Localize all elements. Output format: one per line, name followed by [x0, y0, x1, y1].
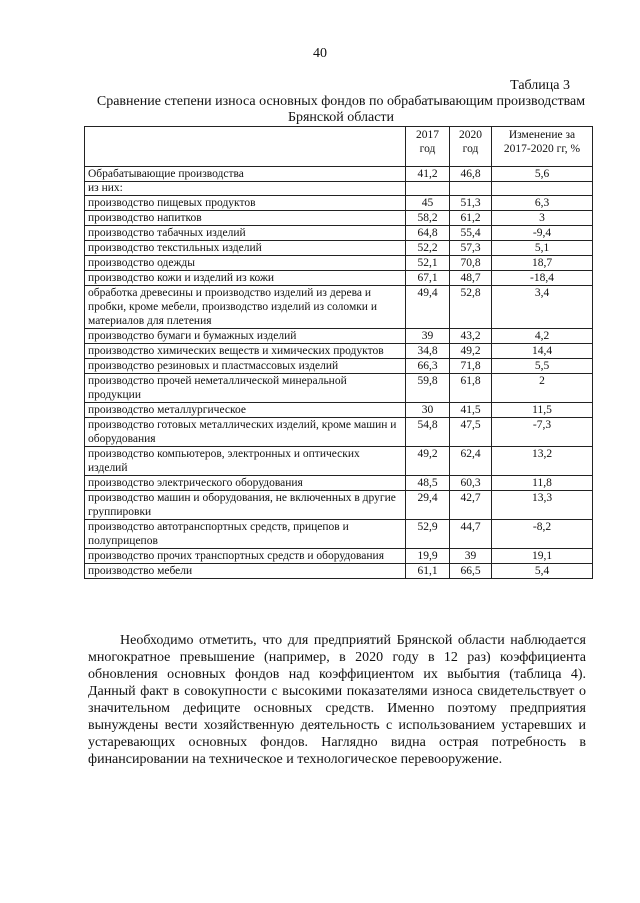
cell-change: 18,7	[492, 256, 593, 271]
cell-industry: производство текстильных изделий	[85, 241, 406, 256]
header-2020: 2020 год	[450, 127, 492, 167]
cell-change	[492, 182, 593, 196]
cell-2017: 45	[406, 196, 450, 211]
cell-2020: 49,2	[450, 344, 492, 359]
cell-industry: производство металлургическое	[85, 403, 406, 418]
cell-2020: 46,8	[450, 167, 492, 182]
cell-industry: производство мебели	[85, 564, 406, 579]
body-paragraph: Необходимо отметить, что для предприятий Брянской области наблюдается многократное превышение (например, в 2020 году в 12 раз) коэффициента обновления основных фондов над коэффициентом их выбытия (таблица 4). Данный факт в совокупности с высокими показателями износа свидетельствует о значительном дефиците основных средств. Именно поэтому предприятия вынуждены вести хозяйственную деятельность с использованием устаревших и устаревающих основных фондов. Наглядно видна острая потребность в финансировании на техническое и технологическое перевооружение.	[88, 633, 586, 767]
table-title: Сравнение степени износа основных фондов по обрабатывающим производствам Брянской области	[96, 94, 586, 125]
cell-change: 5,6	[492, 167, 593, 182]
cell-2020: 62,4	[450, 447, 492, 476]
cell-2020	[450, 182, 492, 196]
table-row	[85, 182, 593, 196]
cell-2020: 39	[450, 549, 492, 564]
cell-2017: 52,2	[406, 241, 450, 256]
cell-2017	[406, 182, 450, 196]
cell-change: 13,2	[492, 447, 593, 476]
table-row	[85, 226, 593, 241]
cell-change: 5,5	[492, 359, 593, 374]
cell-2017: 41,2	[406, 167, 450, 182]
cell-change: -18,4	[492, 271, 593, 286]
table-row	[85, 418, 593, 447]
cell-change: 3,4	[492, 286, 593, 329]
table-row	[85, 549, 593, 564]
cell-2017: 54,8	[406, 418, 450, 447]
cell-2017: 59,8	[406, 374, 450, 403]
cell-2017: 49,2	[406, 447, 450, 476]
table-row	[85, 196, 593, 211]
cell-2017: 52,1	[406, 256, 450, 271]
cell-2017: 29,4	[406, 491, 450, 520]
cell-2020: 57,3	[450, 241, 492, 256]
cell-industry: производство резиновых и пластмассовых изделий	[85, 359, 406, 374]
cell-2020: 44,7	[450, 520, 492, 549]
table-row	[85, 491, 593, 520]
cell-2020: 55,4	[450, 226, 492, 241]
table-row	[85, 167, 593, 182]
cell-industry: производство машин и оборудования, не включенных в другие группировки	[85, 491, 406, 520]
cell-change: 5,4	[492, 564, 593, 579]
cell-industry: производство прочих транспортных средств и оборудования	[85, 549, 406, 564]
cell-2020: 61,8	[450, 374, 492, 403]
table-row	[85, 403, 593, 418]
cell-2017: 64,8	[406, 226, 450, 241]
cell-change: 5,1	[492, 241, 593, 256]
cell-change: 4,2	[492, 329, 593, 344]
cell-industry: производство бумаги и бумажных изделий	[85, 329, 406, 344]
header-change: Изменение за 2017-2020 гг, %	[492, 127, 593, 167]
table-header-row	[85, 127, 593, 167]
table-row	[85, 329, 593, 344]
cell-2017: 52,9	[406, 520, 450, 549]
cell-2017: 34,8	[406, 344, 450, 359]
cell-industry: производство прочей неметаллической минеральной продукции	[85, 374, 406, 403]
cell-change: 11,5	[492, 403, 593, 418]
cell-industry: производство напитков	[85, 211, 406, 226]
cell-2017: 19,9	[406, 549, 450, 564]
cell-change: -8,2	[492, 520, 593, 549]
cell-2020: 70,8	[450, 256, 492, 271]
table-row	[85, 241, 593, 256]
cell-2020: 60,3	[450, 476, 492, 491]
cell-industry: производство пищевых продуктов	[85, 196, 406, 211]
table-row	[85, 211, 593, 226]
cell-industry: из них:	[85, 182, 406, 196]
cell-2020: 71,8	[450, 359, 492, 374]
table-row	[85, 374, 593, 403]
cell-change: 19,1	[492, 549, 593, 564]
table-row	[85, 564, 593, 579]
cell-change: 6,3	[492, 196, 593, 211]
cell-2017: 48,5	[406, 476, 450, 491]
page-number: 40	[313, 46, 327, 61]
cell-2017: 49,4	[406, 286, 450, 329]
cell-industry: производство автотранспортных средств, прицепов и полуприцепов	[85, 520, 406, 549]
table-row	[85, 447, 593, 476]
cell-change: -9,4	[492, 226, 593, 241]
cell-change: 3	[492, 211, 593, 226]
table-row	[85, 476, 593, 491]
cell-2020: 61,2	[450, 211, 492, 226]
table-row	[85, 520, 593, 549]
cell-industry: производство готовых металлических изделий, кроме машин и оборудования	[85, 418, 406, 447]
cell-industry: производство кожи и изделий из кожи	[85, 271, 406, 286]
table-row	[85, 344, 593, 359]
cell-2017: 39	[406, 329, 450, 344]
table-row	[85, 271, 593, 286]
cell-2020: 51,3	[450, 196, 492, 211]
cell-2020: 66,5	[450, 564, 492, 579]
cell-industry: производство электрического оборудования	[85, 476, 406, 491]
cell-2017: 58,2	[406, 211, 450, 226]
cell-2017: 66,3	[406, 359, 450, 374]
header-2017: 2017 год	[406, 127, 450, 167]
cell-industry: производство компьютеров, электронных и оптических изделий	[85, 447, 406, 476]
cell-industry: производство одежды	[85, 256, 406, 271]
cell-industry: производство табачных изделий	[85, 226, 406, 241]
cell-2020: 43,2	[450, 329, 492, 344]
table-label: Таблица 3	[510, 78, 570, 93]
cell-2020: 41,5	[450, 403, 492, 418]
cell-change: 14,4	[492, 344, 593, 359]
table-body	[85, 167, 593, 579]
cell-industry: производство химических веществ и химических продуктов	[85, 344, 406, 359]
cell-2017: 67,1	[406, 271, 450, 286]
cell-change: 13,3	[492, 491, 593, 520]
cell-industry: Обрабатывающие производства	[85, 167, 406, 182]
cell-change: 2	[492, 374, 593, 403]
cell-2020: 48,7	[450, 271, 492, 286]
cell-2017: 30	[406, 403, 450, 418]
cell-change: -7,3	[492, 418, 593, 447]
header-industry	[85, 127, 406, 167]
cell-2020: 47,5	[450, 418, 492, 447]
table-row	[85, 286, 593, 329]
cell-2017: 61,1	[406, 564, 450, 579]
cell-2020: 52,8	[450, 286, 492, 329]
cell-industry: обработка древесины и производство изделий из дерева и пробки, кроме мебели, производство изделий из соломки и материалов для плетения	[85, 286, 406, 329]
cell-change: 11,8	[492, 476, 593, 491]
table-row	[85, 256, 593, 271]
cell-2020: 42,7	[450, 491, 492, 520]
wear-comparison-table	[84, 126, 593, 579]
table-row	[85, 359, 593, 374]
